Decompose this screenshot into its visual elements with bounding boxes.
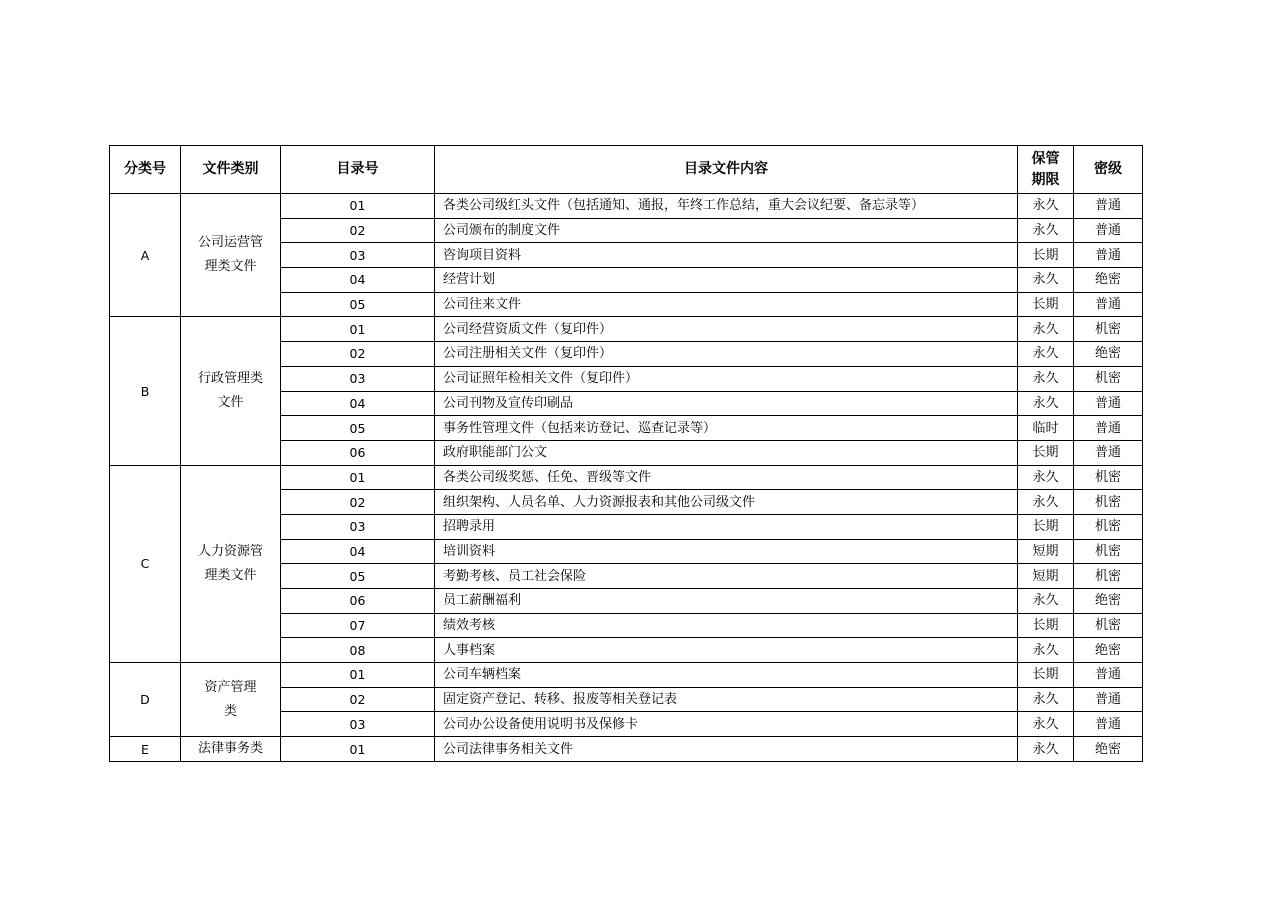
- table-row: [110, 737, 1143, 762]
- content-cell: 公司车辆档案: [435, 663, 1018, 688]
- dir-no-cell: 01: [281, 317, 435, 342]
- content-cell: 各类公司级红头文件（包括通知、通报，年终工作总结，重大会议纪要、备忘录等）: [435, 194, 1018, 219]
- dir-no-cell: 03: [281, 243, 435, 268]
- file-category-line2: 理类文件: [204, 567, 257, 583]
- secrecy-cell: 绝密: [1074, 342, 1143, 367]
- retention-cell: 长期: [1018, 663, 1074, 688]
- secrecy-cell: 普通: [1074, 243, 1143, 268]
- secrecy-cell: 普通: [1074, 194, 1143, 219]
- retention-cell: 永久: [1018, 342, 1074, 367]
- retention-cell: 永久: [1018, 317, 1074, 342]
- retention-cell: 长期: [1018, 514, 1074, 539]
- dir-no-cell: 02: [281, 342, 435, 367]
- retention-cell: 永久: [1018, 391, 1074, 416]
- secrecy-cell: 绝密: [1074, 589, 1143, 614]
- content-cell: 咨询项目资料: [435, 243, 1018, 268]
- secrecy-cell: 普通: [1074, 218, 1143, 243]
- file-category-cell: [181, 317, 281, 465]
- dir-no-cell: 04: [281, 391, 435, 416]
- header-retention-line2: 期限: [1031, 171, 1060, 188]
- secrecy-cell: 普通: [1074, 440, 1143, 465]
- dir-no-cell: 01: [281, 663, 435, 688]
- table-row: [110, 663, 1143, 688]
- retention-cell: 永久: [1018, 687, 1074, 712]
- header-row: [110, 146, 1143, 194]
- retention-cell: 短期: [1018, 539, 1074, 564]
- secrecy-cell: 机密: [1074, 514, 1143, 539]
- retention-cell: 永久: [1018, 490, 1074, 515]
- header-content: 目录文件内容: [435, 146, 1018, 194]
- content-cell: 组织架构、人员名单、人力资源报表和其他公司级文件: [435, 490, 1018, 515]
- archive-catalog-table: [109, 145, 1143, 762]
- content-cell: 绩效考核: [435, 613, 1018, 638]
- content-cell: 公司刊物及宣传印刷品: [435, 391, 1018, 416]
- dir-no-cell: 03: [281, 712, 435, 737]
- dir-no-cell: 04: [281, 539, 435, 564]
- retention-cell: 长期: [1018, 292, 1074, 317]
- content-cell: 事务性管理文件（包括来访登记、巡查记录等）: [435, 416, 1018, 441]
- retention-cell: 长期: [1018, 613, 1074, 638]
- header-class-no: 分类号: [110, 146, 181, 194]
- dir-no-cell: 02: [281, 687, 435, 712]
- table-row: [110, 465, 1143, 490]
- content-cell: 考勤考核、员工社会保险: [435, 564, 1018, 589]
- secrecy-cell: 普通: [1074, 292, 1143, 317]
- retention-cell: 永久: [1018, 366, 1074, 391]
- content-cell: 公司颁布的制度文件: [435, 218, 1018, 243]
- file-category-line2: 文件: [217, 395, 244, 410]
- header-dir-no: 目录号: [281, 146, 435, 194]
- content-cell: 招聘录用: [435, 514, 1018, 539]
- class-code-cell: C: [110, 465, 181, 663]
- header-retention: [1018, 146, 1074, 194]
- file-category-line1: 行政管理类: [197, 371, 263, 386]
- secrecy-cell: 机密: [1074, 490, 1143, 515]
- content-cell: 公司办公设备使用说明书及保修卡: [435, 712, 1018, 737]
- dir-no-cell: 03: [281, 366, 435, 391]
- file-category-cell: [181, 737, 281, 762]
- retention-cell: 永久: [1018, 737, 1074, 762]
- dir-no-cell: 05: [281, 292, 435, 317]
- retention-cell: 永久: [1018, 712, 1074, 737]
- dir-no-cell: 05: [281, 564, 435, 589]
- class-code-cell: D: [110, 663, 181, 737]
- content-cell: 政府职能部门公文: [435, 440, 1018, 465]
- content-cell: 公司法律事务相关文件: [435, 737, 1018, 762]
- file-category-line1: 公司运营管: [197, 235, 263, 251]
- secrecy-cell: 普通: [1074, 416, 1143, 441]
- retention-cell: 永久: [1018, 218, 1074, 243]
- table-row: [110, 317, 1143, 342]
- retention-cell: 长期: [1018, 440, 1074, 465]
- dir-no-cell: 07: [281, 613, 435, 638]
- secrecy-cell: 绝密: [1074, 268, 1143, 293]
- content-cell: 公司注册相关文件（复印件）: [435, 342, 1018, 367]
- dir-no-cell: 01: [281, 194, 435, 219]
- content-cell: 各类公司级奖惩、任免、晋级等文件: [435, 465, 1018, 490]
- secrecy-cell: 机密: [1074, 465, 1143, 490]
- dir-no-cell: 05: [281, 416, 435, 441]
- dir-no-cell: 06: [281, 440, 435, 465]
- dir-no-cell: 04: [281, 268, 435, 293]
- content-cell: 员工薪酬福利: [435, 589, 1018, 614]
- secrecy-cell: 绝密: [1074, 638, 1143, 663]
- retention-cell: 永久: [1018, 638, 1074, 663]
- secrecy-cell: 机密: [1074, 613, 1143, 638]
- retention-cell: 长期: [1018, 243, 1074, 268]
- secrecy-cell: 机密: [1074, 539, 1143, 564]
- secrecy-cell: 普通: [1074, 663, 1143, 688]
- table-header: [110, 146, 1143, 194]
- class-code-cell: B: [110, 317, 181, 465]
- dir-no-cell: 02: [281, 490, 435, 515]
- secrecy-cell: 机密: [1074, 317, 1143, 342]
- content-cell: 公司往来文件: [435, 292, 1018, 317]
- dir-no-cell: 01: [281, 737, 435, 762]
- content-cell: 人事档案: [435, 638, 1018, 663]
- content-cell: 培训资料: [435, 539, 1018, 564]
- secrecy-cell: 绝密: [1074, 737, 1143, 762]
- file-category-line2: 类: [223, 703, 237, 719]
- dir-no-cell: 08: [281, 638, 435, 663]
- secrecy-cell: 普通: [1074, 391, 1143, 416]
- table-row: [110, 194, 1143, 219]
- retention-cell: 临时: [1018, 416, 1074, 441]
- file-category-cell: [181, 194, 281, 317]
- content-cell: 固定资产登记、转移、报废等相关登记表: [435, 687, 1018, 712]
- content-cell: 公司证照年检相关文件（复印件）: [435, 366, 1018, 391]
- secrecy-cell: 普通: [1074, 712, 1143, 737]
- retention-cell: 永久: [1018, 268, 1074, 293]
- dir-no-cell: 01: [281, 465, 435, 490]
- file-category-line1: 人力资源管: [197, 543, 263, 559]
- class-code-cell: E: [110, 737, 181, 762]
- header-file-type: 文件类别: [181, 146, 281, 194]
- file-category-cell: [181, 465, 281, 663]
- content-cell: 公司经营资质文件（复印件）: [435, 317, 1018, 342]
- file-category-cell: [181, 663, 281, 737]
- retention-cell: 永久: [1018, 589, 1074, 614]
- secrecy-cell: 普通: [1074, 687, 1143, 712]
- header-secrecy: 密级: [1074, 146, 1143, 194]
- file-category-line2: 理类文件: [204, 259, 257, 275]
- class-code-cell: A: [110, 194, 181, 317]
- dir-no-cell: 06: [281, 589, 435, 614]
- file-category-line1: 法律事务类: [197, 741, 263, 757]
- header-retention-line1: 保管: [1031, 150, 1060, 167]
- file-category-line1: 资产管理: [204, 679, 257, 695]
- dir-no-cell: 03: [281, 514, 435, 539]
- retention-cell: 短期: [1018, 564, 1074, 589]
- dir-no-cell: 02: [281, 218, 435, 243]
- retention-cell: 永久: [1018, 465, 1074, 490]
- table-body: [110, 194, 1143, 762]
- secrecy-cell: 机密: [1074, 564, 1143, 589]
- secrecy-cell: 机密: [1074, 366, 1143, 391]
- retention-cell: 永久: [1018, 194, 1074, 219]
- content-cell: 经营计划: [435, 268, 1018, 293]
